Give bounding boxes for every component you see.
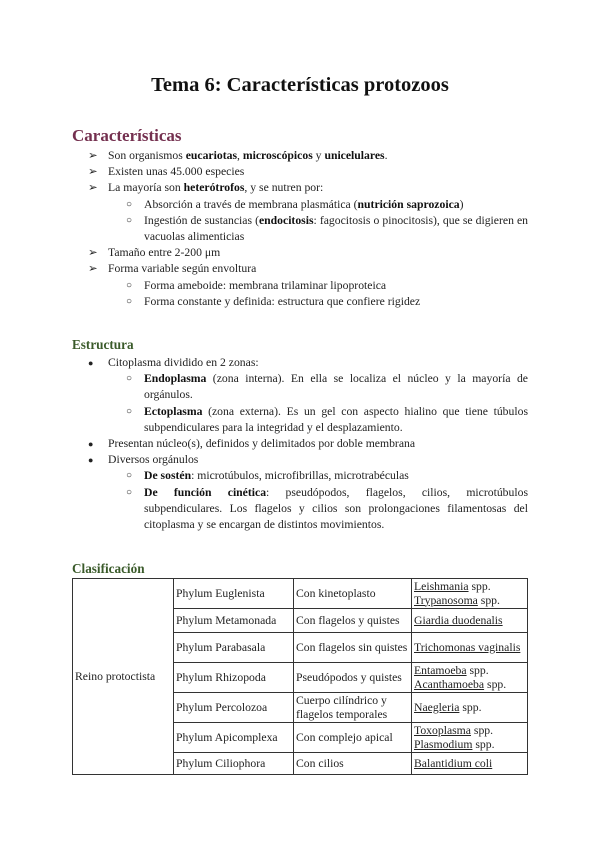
genus-name: Giardia duodenalis (414, 613, 503, 627)
phylum-cell: Phylum Ciliophora (174, 753, 294, 775)
table-row (73, 579, 528, 609)
description-cell: Con complejo apical (294, 723, 412, 753)
sub-list-item: ○ Forma constante y definida: estructura que confiere rigidez (72, 294, 528, 310)
species-suffix: spp. (470, 724, 494, 737)
species-cell (412, 663, 528, 693)
circle-bullet-icon: ○ (126, 214, 133, 226)
genus-name: Plasmodium (414, 737, 473, 751)
species-suffix: spp. (466, 664, 489, 677)
species-suffix: spp. (459, 700, 482, 714)
list-item: ● Presentan núcleo(s), definidos y delimitados por doble membrana (72, 436, 528, 452)
species-cell (412, 693, 528, 723)
genus-name: Leishmania (414, 580, 469, 593)
arrow-bullet-icon: ➢ (88, 262, 98, 276)
circle-bullet-icon: ○ (126, 295, 133, 307)
sub-list-item: ○ Ectoplasma (zona externa). Es un gel con aspecto hialino que tiene túbulos subpendiculares para la integridad y el desplazamiento. (126, 404, 528, 434)
phylum-cell: Phylum Parabasala (174, 633, 294, 663)
species-cell (412, 579, 528, 609)
list-item: ● Diversos orgánulos (72, 452, 528, 468)
sub-list-item: ○ Absorción a través de membrana plasmática (nutrición saprozoica) (72, 197, 528, 213)
species-suffix: spp. (468, 580, 491, 593)
caracteristicas-list (72, 148, 528, 310)
description-cell: Con kinetoplasto (294, 579, 412, 609)
dot-bullet-icon: ● (88, 439, 94, 450)
section-heading-clasificacion: Clasificación (72, 561, 145, 576)
genus-name: Naegleria (414, 700, 460, 714)
circle-bullet-icon: ○ (126, 405, 133, 417)
genus-name: Balantidium coli (414, 756, 493, 770)
estructura-list (72, 355, 528, 533)
dot-bullet-icon: ● (88, 455, 94, 466)
phylum-cell: Phylum Metamonada (174, 609, 294, 633)
circle-bullet-icon: ○ (126, 279, 133, 291)
genus-name: Trypanosoma (414, 593, 478, 607)
arrow-bullet-icon: ➢ (88, 149, 98, 162)
species-cell (412, 753, 528, 775)
phylum-cell: Phylum Rhizopoda (174, 663, 294, 693)
sub-list-item: ○ Endoplasma (zona interna). En ella se localiza el núcleo y la mayoría de orgánulos. (126, 372, 528, 402)
circle-bullet-icon: ○ (126, 470, 133, 482)
list-item: ● Citoplasma dividido en 2 zonas: (72, 355, 528, 371)
species-cell (412, 609, 528, 633)
circle-bullet-icon: ○ (126, 198, 133, 210)
dot-bullet-icon: ● (88, 358, 94, 368)
species-suffix: spp. (472, 737, 495, 751)
description-cell: Con flagelos sin quistes (294, 633, 412, 663)
description-cell: Con flagelos y quistes (294, 609, 412, 633)
description-cell: Con cilios (294, 753, 412, 775)
section-heading-estructura: Estructura (72, 337, 134, 352)
species-suffix: spp. (484, 677, 507, 691)
list-item: ➢ Son organismos eucariotas, microscópicos y unicelulares. (72, 148, 528, 164)
description-cell: Cuerpo cilíndrico y flagelos temporales (294, 693, 412, 723)
phylum-cell: Phylum Apicomplexa (174, 723, 294, 753)
circle-bullet-icon: ○ (126, 373, 133, 385)
genus-name: Trichomonas vaginalis (414, 640, 521, 654)
description-cell: Pseudópodos y quistes (294, 663, 412, 693)
genus-name: Entamoeba (414, 664, 467, 677)
page-title: Tema 6: Características protozoos (151, 74, 449, 96)
arrow-bullet-icon: ➢ (88, 181, 98, 195)
sub-list-item: ○ De función cinética: pseudópodos, flagelos, cilios, microtúbulos subpendiculares. Los flagelos y cilios son prolongaciones filamentosas del citoplasma y se encargan de distintos movimientos. (126, 485, 528, 532)
genus-name: Acanthamoeba (414, 677, 485, 691)
genus-name: Toxoplasma (414, 724, 471, 737)
sub-list-item: ○ Ingestión de sustancias (endocitosis: fagocitosis o pinocitosis), que se digieren en vacuolas alimenticias (126, 213, 528, 244)
sub-list-item: ○ Forma ameboide: membrana trilaminar lipoproteica (72, 278, 528, 294)
section-heading-caracteristicas: Características (72, 126, 182, 145)
species-suffix: spp. (477, 593, 500, 607)
sub-list-item: ○ De sostén: microtúbulos, microfibrillas, microtrabéculas (72, 468, 528, 484)
arrow-bullet-icon: ➢ (88, 165, 98, 179)
reino-cell: Reino protoctista (73, 579, 174, 775)
list-item: ➢ Existen unas 45.000 especies (72, 164, 528, 180)
species-cell (412, 633, 528, 663)
species-cell (412, 723, 528, 753)
arrow-bullet-icon: ➢ (88, 246, 98, 260)
list-item: ➢ Forma variable según envoltura (72, 261, 528, 277)
list-item: ➢ La mayoría son heterótrofos, y se nutren por: (72, 180, 528, 196)
circle-bullet-icon: ○ (126, 486, 133, 498)
phylum-cell: Phylum Euglenista (174, 579, 294, 609)
classification-table (72, 578, 528, 775)
phylum-cell: Phylum Percolozoa (174, 693, 294, 723)
list-item: ➢ Tamaño entre 2-200 μm (72, 245, 528, 261)
